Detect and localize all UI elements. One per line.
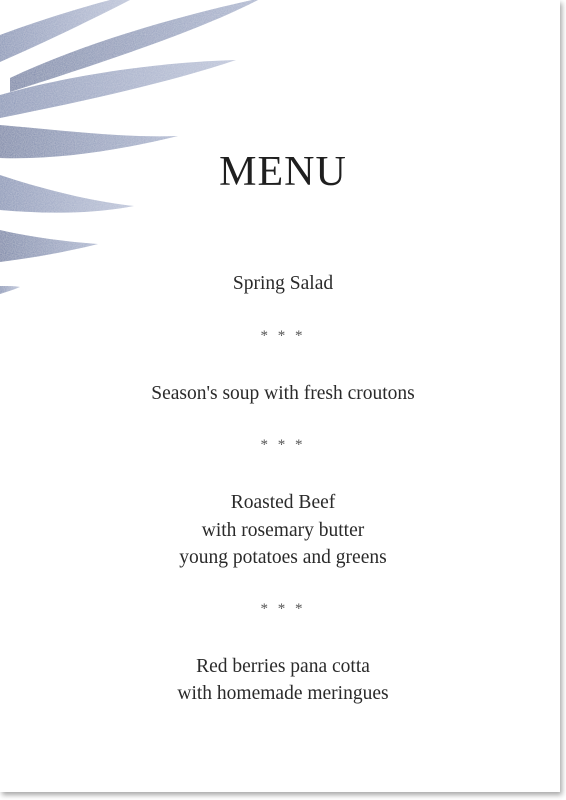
course-3-line-2: with rosemary butter [201,520,365,541]
course-4-line-2: with homemade meringues [177,683,389,704]
separator-1: * * * [260,328,306,344]
course-1-line-1: Spring Salad [232,273,334,294]
course-2-line-1: Season's soup with fresh croutons [151,383,415,404]
course-3-line-3: young potatoes and greens [179,547,387,568]
separator-3: * * * [260,601,306,617]
menu-title: MENU [219,149,347,195]
course-3-line-1: Roasted Beef [230,492,336,513]
course-4-line-1: Red berries pana cotta [196,656,370,677]
separator-2: * * * [260,437,306,453]
